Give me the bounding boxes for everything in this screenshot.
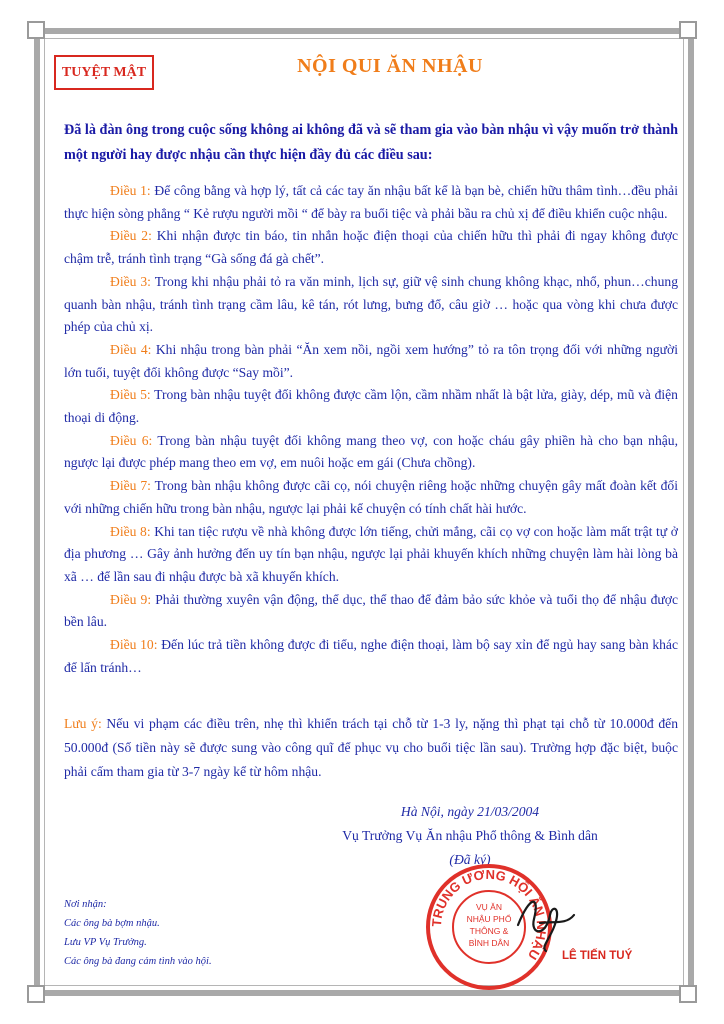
article-5 bbox=[64, 384, 678, 429]
seal-ring-text: TRUNG ƯƠNG HỘI ĂN NHẬU bbox=[428, 866, 550, 963]
article-text: Để công bằng và hợp lý, tất cả các tay ăn nhậu bất kể là bạn bè, chiến hữu thâm tình…đều phải thực hiện sòng phẳng “ Kẻ rượu người mồi “ để bày ra buổi tiệc và phải bầu ra chủ xị để điều khiển cuộc nhậu. bbox=[64, 183, 678, 221]
signer-name: LÊ TIẾN TUÝ bbox=[562, 950, 633, 962]
page-title: NỘI QUI ĂN NHẬU bbox=[297, 55, 483, 77]
article-label: Điều 8: bbox=[110, 523, 151, 539]
recipients-list bbox=[64, 895, 324, 971]
seal-center-line: BÌNH DÂN bbox=[468, 938, 510, 948]
confidential-stamp: TUYỆT MẬT bbox=[54, 55, 154, 90]
article-text: Khi nhận được tin báo, tin nhắn hoặc điện thoại của chiến hữu thì phải đi ngay không được chậm trễ, tránh tình trạng “Gà sống đá gà chết”. bbox=[64, 228, 678, 267]
article-label: Điều 10: bbox=[110, 637, 158, 653]
handwritten-signature bbox=[510, 885, 580, 955]
article-6 bbox=[64, 430, 678, 475]
article-label: Điều 7: bbox=[110, 478, 151, 494]
intro-paragraph: Đã là đàn ông trong cuộc sống không ai không đã và sẽ tham gia vào bàn nhậu vì vậy muốn trở thành một người hay được nhậu cần thực hiện đầy đủ các điều sau: bbox=[64, 122, 678, 163]
seal-center-line: THÔNG & bbox=[469, 926, 509, 936]
seal-center-line: NHẬU PHỔ bbox=[466, 914, 512, 924]
article-label: Điều 3: bbox=[110, 273, 151, 289]
recipients-heading: Nơi nhận: bbox=[64, 899, 107, 910]
corner-ornament-top-left bbox=[27, 21, 45, 39]
recipient-item: Các ông bà bợm nhậu. bbox=[64, 918, 160, 929]
note-paragraph bbox=[64, 712, 678, 784]
article-text: Khi nhậu trong bàn phải “Ăn xem nồi, ngồi xem hướng” tỏ ra tôn trọng đối với những người lớn tuổi, tuyệt đối không được “Say mồi”. bbox=[64, 341, 678, 380]
article-text: Đến lúc trả tiền không được đi tiểu, nghe điện thoại, làm bộ say xỉn để ngủ hay sang bàn khác để lẩn tránh… bbox=[64, 637, 679, 675]
note-label: Lưu ý: bbox=[64, 716, 102, 731]
article-10 bbox=[64, 634, 678, 679]
article-9 bbox=[64, 589, 678, 634]
seal-center-line: VỤ ĂN bbox=[476, 902, 502, 912]
article-label: Điều 9: bbox=[110, 591, 152, 607]
article-text: Trong bàn nhậu tuyệt đối không được cầm lộn, cầm nhầm nhất là bật lửa, giày, dép, mũ và điện thoại di động. bbox=[64, 387, 678, 426]
article-4 bbox=[64, 339, 678, 384]
article-text: Trong bàn nhậu không được cãi cọ, nói chuyện riêng hoặc những chuyện gây mất đoàn kết đối với những chiến hữu trong bàn nhậu, ngược lại phải kể chuyện có tính chất hài hước. bbox=[64, 478, 678, 516]
corner-ornament-top-right bbox=[679, 21, 697, 39]
article-label: Điều 5: bbox=[110, 387, 151, 403]
article-label: Điều 6: bbox=[110, 432, 153, 448]
corner-ornament-bottom-left bbox=[27, 985, 45, 1003]
signature-date: Hà Nội, ngày 21/03/2004 bbox=[400, 804, 540, 819]
article-8 bbox=[64, 521, 678, 589]
article-1 bbox=[64, 180, 678, 225]
article-text: Phải thường xuyên vận động, thể dục, thể thao để đảm bảo sức khỏe và tuổi thọ để nhậu được bền lâu. bbox=[64, 591, 679, 630]
article-list bbox=[64, 180, 678, 679]
article-text: Trong bàn nhậu tuyệt đối không mang theo vợ, con hoặc cháu gây phiền hà cho bạn nhậu, ngược lại được phép mang theo em vợ, em nuôi hoặc em gái (Chưa chồng). bbox=[64, 432, 678, 471]
article-7 bbox=[64, 475, 678, 520]
signed-note: (Đã ký) bbox=[449, 852, 491, 867]
recipient-item: Các ông bà đang cảm tình vào hội. bbox=[64, 956, 212, 967]
article-3 bbox=[64, 271, 678, 339]
article-label: Điều 1: bbox=[110, 183, 151, 198]
article-label: Điều 4: bbox=[110, 341, 152, 357]
article-2 bbox=[64, 225, 678, 270]
article-text: Khi tan tiệc rượu về nhà không được lớn tiếng, chửi mắng, cãi cọ vợ con hoặc làm mất trật tự ở địa phương … Gây ảnh hưởng đến uy tín bạn nhậu, ngược lại phải khuyến khích những chuyện làm hài lòng bà xã … để lần sau đi nhậu được bà xã khuyến khích. bbox=[64, 523, 678, 584]
article-label: Điều 2: bbox=[110, 228, 152, 244]
signer-position: Vụ Trưởng Vụ Ăn nhậu Phổ thông & Bình dân bbox=[342, 828, 598, 843]
article-text: Trong khi nhậu phải tỏ ra văn minh, lịch sự, giữ vệ sinh chung không khạc, nhổ, phun…chung quanh bàn nhậu, tránh tình trạng cầm lâu, kê tán, rót lưng, bưng đổ, câu giờ … hoặc qua vòng khi chưa được phép của chủ xị. bbox=[64, 273, 678, 335]
corner-ornament-bottom-right bbox=[679, 985, 697, 1003]
note-text: Nếu vi phạm các điều trên, nhẹ thì khiển trách tại chỗ từ 1-3 ly, nặng thì phạt tại chỗ từ 10.000đ đến 50.000đ (Số tiền này sẽ được sung vào công quĩ để phục vụ cho buổi tiệc lần sau). Trường hợp đặc biệt, buộc phải cấm tham gia từ 3-7 ngày kể từ hôm nhậu. bbox=[64, 716, 678, 779]
recipient-item: Lưu VP Vụ Trưởng. bbox=[64, 937, 147, 948]
